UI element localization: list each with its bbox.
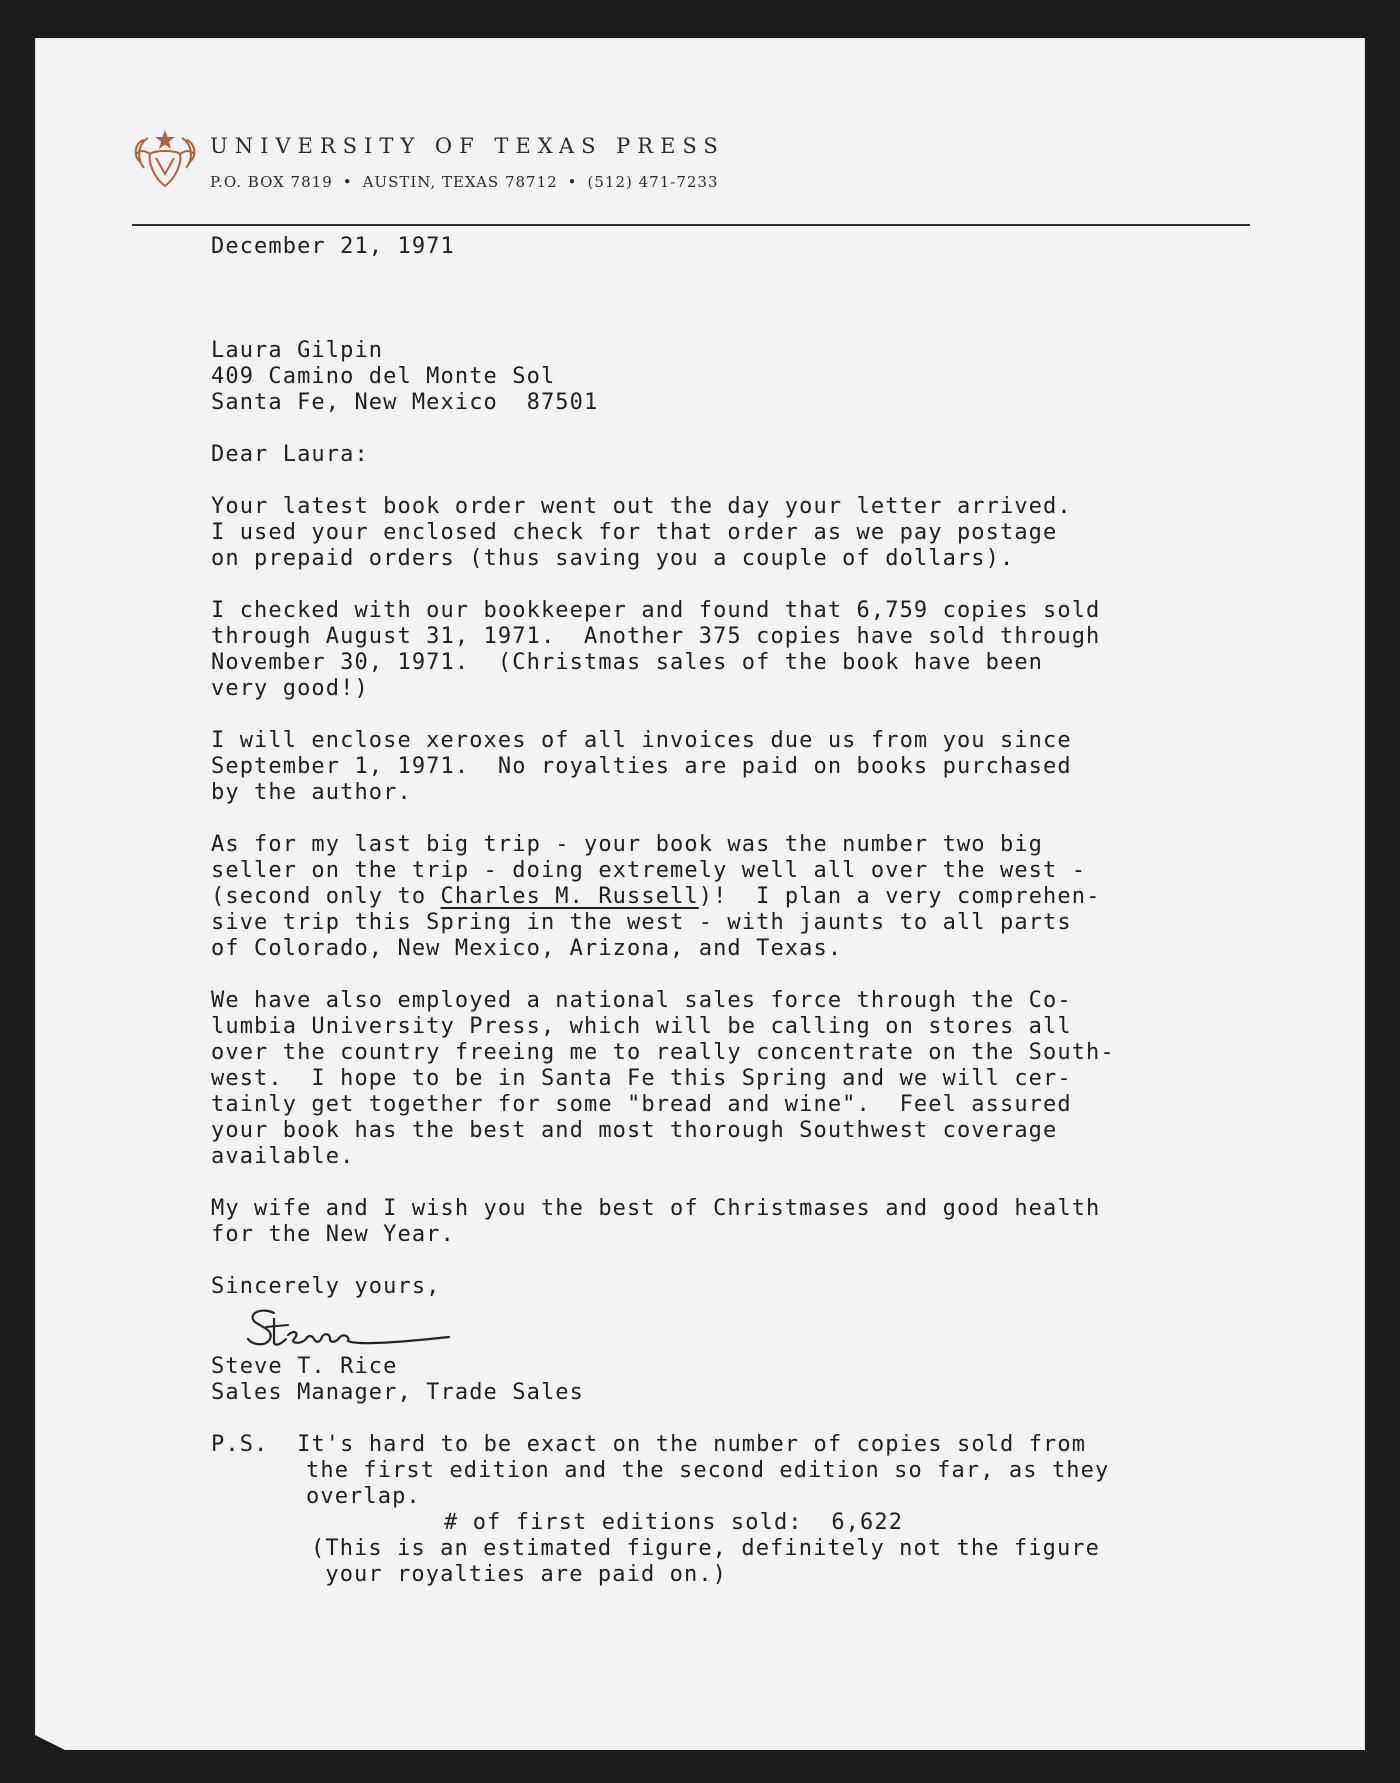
city: AUSTIN, TEXAS 78712: [362, 173, 558, 191]
paragraph-sales-force: [211, 988, 1211, 1170]
paragraph-line: We have also employed a national sales force through the Co-: [211, 988, 1072, 1013]
letterhead-rule: [132, 224, 1250, 226]
recipient-line: 409 Camino del Monte Sol: [211, 364, 556, 389]
letter-body: [211, 234, 1211, 1588]
paragraph-book-order: [211, 494, 1211, 572]
paragraph-line: [211, 884, 1211, 910]
text-run: (second only to: [211, 884, 441, 909]
paragraph-line: I used your enclosed check for that order as we pay postage: [211, 520, 1058, 545]
paragraph-line: tainly get together for some "bread and wine". Feel assured: [211, 1092, 1072, 1117]
po-box: P.O. BOX 7819: [210, 173, 333, 191]
paragraph-line: I checked with our bookkeeper and found that 6,759 copies sold: [211, 598, 1101, 623]
postscript-line: [211, 1432, 1211, 1458]
paragraph-line: on prepaid orders (thus saving you a couple of dollars).: [211, 546, 1015, 571]
postscript-label: P.S.: [211, 1432, 269, 1457]
underlined-name: Charles M. Russell: [440, 884, 699, 909]
paragraph-copies-sold: [211, 598, 1211, 702]
paragraph-line: As for my last big trip - your book was the number two big: [211, 832, 1044, 857]
salutation: Dear Laura:: [211, 442, 369, 467]
signer-title: Sales Manager, Trade Sales: [211, 1380, 584, 1405]
paragraph-line: I will enclose xeroxes of all invoices due us from you since: [211, 728, 1072, 753]
estimate-note: your royalties are paid on.): [311, 1562, 728, 1587]
recipient-address: [211, 338, 1211, 416]
handwritten-signature: [244, 1305, 454, 1355]
paragraph-line: of Colorado, New Mexico, Arizona, and Texas.: [211, 936, 843, 961]
university-seal-icon: [130, 128, 200, 198]
text-run: It's hard to be exact on the number of copies sold from: [297, 1432, 1087, 1457]
text-run: )! I plan a very comprehen-: [698, 884, 1101, 909]
paragraph-line: lumbia University Press, which will be calling on stores all: [211, 1014, 1072, 1039]
paragraph-line: seller on the trip - doing extremely well all over the west -: [211, 858, 1087, 883]
paragraph-line: your book has the best and most thorough Southwest coverage: [211, 1118, 1058, 1143]
paragraph-line: sive trip this Spring in the west - with jaunts to all parts: [211, 910, 1072, 935]
letter-date: December 21, 1971: [211, 234, 455, 259]
paragraph-line: through August 31, 1971. Another 375 copies have sold through: [211, 624, 1101, 649]
bullet-separator: •: [342, 173, 353, 191]
press-address: [210, 173, 719, 191]
paragraph-line: Your latest book order went out the day your letter arrived.: [211, 494, 1072, 519]
paragraph-holiday-wishes: [211, 1196, 1211, 1248]
estimate-note: (This is an estimated figure, definitely not the figure: [311, 1536, 1100, 1561]
paragraph-line: over the country freeing me to really concentrate on the South-: [211, 1040, 1115, 1065]
closing: Sincerely yours,: [211, 1274, 441, 1299]
paragraph-line: September 1, 1971. No royalties are paid on books purchased: [211, 754, 1072, 779]
paragraph-line: very good!): [211, 676, 369, 701]
postscript-line: overlap.: [306, 1484, 421, 1509]
paragraph-line: available.: [211, 1144, 355, 1169]
first-editions-figure: # of first editions sold: 6,622: [444, 1510, 904, 1535]
recipient-line: Laura Gilpin: [211, 338, 384, 363]
paragraph-line: My wife and I wish you the best of Christmases and good health: [211, 1196, 1101, 1221]
bullet-separator: •: [567, 173, 578, 191]
paragraph-line: November 30, 1971. (Christmas sales of the book have been: [211, 650, 1044, 675]
paragraph-line: west. I hope to be in Santa Fe this Spring and we will cer-: [211, 1066, 1072, 1091]
paragraph-line: for the New Year.: [211, 1222, 455, 1247]
postscript: [211, 1432, 1211, 1588]
press-name: UNIVERSITY OF TEXAS PRESS: [210, 134, 725, 158]
paragraph-invoices: [211, 728, 1211, 806]
recipient-line: Santa Fe, New Mexico 87501: [211, 390, 599, 415]
signer-name: Steve T. Rice: [211, 1354, 398, 1379]
paragraph-line: by the author.: [211, 780, 412, 805]
postscript-line: the first edition and the second edition so far, as they: [306, 1458, 1110, 1483]
phone: (512) 471-7233: [587, 173, 719, 191]
paragraph-sales-trip: [211, 832, 1211, 962]
